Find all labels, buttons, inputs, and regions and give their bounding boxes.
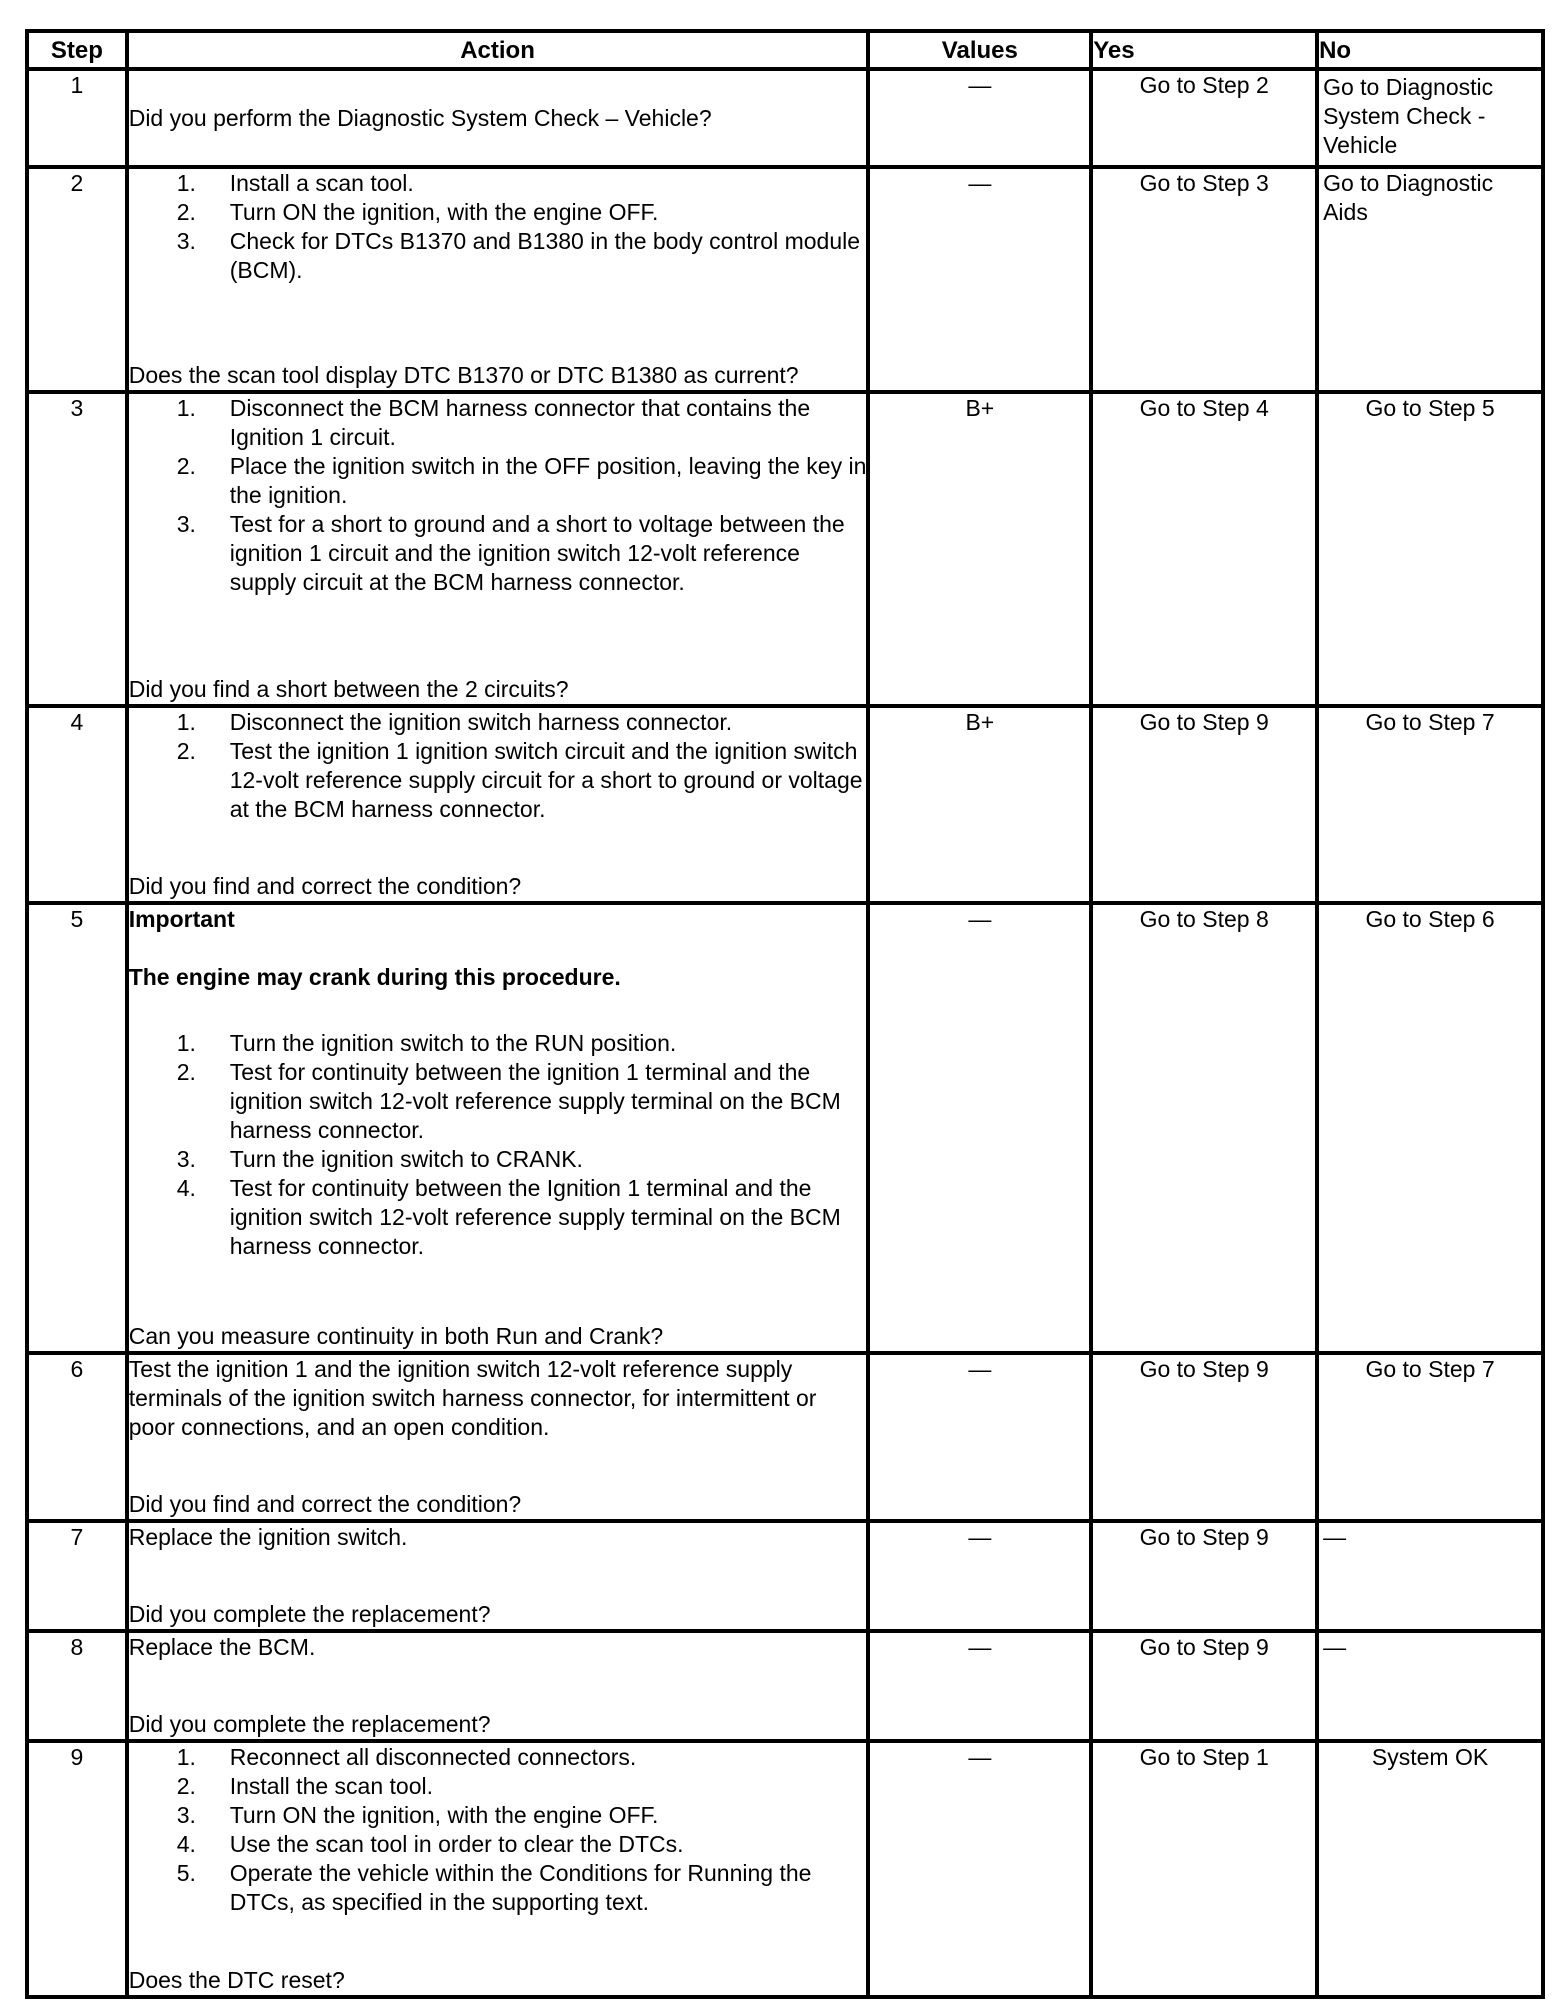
action-step-item: 1. Disconnect the ignition switch harness connector. [176, 709, 733, 735]
values-cell: — [868, 1631, 1091, 1741]
header-action: Action [127, 31, 869, 69]
action-question: Did you find and correct the condition? [128, 873, 522, 899]
step-number: 9 [27, 1741, 127, 1997]
action-question: Did you complete the replacement? [128, 1711, 491, 1737]
step-number: 5 [27, 903, 127, 1353]
values-cell: — [868, 69, 1091, 167]
action-cell [127, 1353, 869, 1521]
action-step-item: 2. Turn ON the ignition, with the engine OFF. [176, 199, 659, 225]
action-step-item: 2. Place the ignition switch in the OFF position, leaving the key in the ignition. [176, 453, 867, 508]
yes-cell: Go to Step 8 [1091, 903, 1317, 1353]
action-text: Replace the BCM. [128, 1634, 316, 1660]
values-cell: — [868, 903, 1091, 1353]
table-row [27, 1353, 1543, 1521]
yes-cell: Go to Step 9 [1091, 1353, 1317, 1521]
table-row [27, 392, 1543, 706]
step-number: 7 [27, 1521, 127, 1631]
action-cell [127, 1521, 869, 1631]
yes-cell: Go to Step 9 [1091, 1521, 1317, 1631]
action-question: Did you perform the Diagnostic System Check – Vehicle? [128, 104, 712, 131]
action-step-item: 4. Test for continuity between the Ignition 1 terminal and the ignition switch 12-volt reference supply terminal on the BCM harness connector. [176, 1175, 841, 1259]
header-values: Values [868, 31, 1091, 69]
action-step-item: 3. Check for DTCs B1370 and B1380 in the body control module (BCM). [176, 228, 861, 283]
yes-cell: Go to Step 2 [1091, 69, 1317, 167]
table-row [27, 903, 1543, 1353]
action-question: Did you find a short between the 2 circuits? [128, 676, 569, 702]
action-question: Did you complete the replacement? [128, 1601, 491, 1627]
header-row [27, 31, 1543, 69]
action-steps [129, 1743, 867, 1917]
no-cell: — [1317, 1631, 1543, 1741]
step-number: 4 [27, 706, 127, 903]
important-note: The engine may crank during this procedure. [128, 964, 621, 990]
table-row [27, 1631, 1543, 1741]
table-row [27, 1521, 1543, 1631]
no-cell: Go to Diagnostic Aids [1317, 167, 1543, 392]
header-no: No [1317, 31, 1543, 69]
no-cell: Go to Step 7 [1317, 1353, 1543, 1521]
action-step-item: 1. Reconnect all disconnected connectors. [176, 1744, 637, 1770]
values-cell: — [868, 167, 1091, 392]
yes-cell: Go to Step 1 [1091, 1741, 1317, 1997]
action-steps [129, 1029, 867, 1261]
action-step-item: 3. Test for a short to ground and a short to voltage between the ignition 1 circuit and the ignition switch 12-volt reference supply circuit at the BCM harness connector. [176, 511, 845, 595]
header-yes: Yes [1091, 31, 1317, 69]
no-cell: System OK [1317, 1741, 1543, 1997]
action-step-item: 3. Turn ON the ignition, with the engine OFF. [176, 1802, 659, 1828]
no-cell: Go to Step 5 [1317, 392, 1543, 706]
table-row [27, 69, 1543, 167]
no-cell: Go to Step 6 [1317, 903, 1543, 1353]
action-cell [127, 167, 869, 392]
no-cell: Go to Step 7 [1317, 706, 1543, 903]
action-question: Does the scan tool display DTC B1370 or DTC B1380 as current? [128, 362, 799, 388]
action-cell [127, 1741, 869, 1997]
action-step-item: 4. Use the scan tool in order to clear the DTCs. [176, 1831, 684, 1857]
yes-cell: Go to Step 4 [1091, 392, 1317, 706]
values-cell: B+ [868, 706, 1091, 903]
yes-cell: Go to Step 3 [1091, 167, 1317, 392]
action-step-item: 1. Install a scan tool. [176, 170, 414, 196]
action-step-item: 3. Turn the ignition switch to CRANK. [176, 1146, 583, 1172]
action-steps [129, 708, 867, 824]
yes-cell: Go to Step 9 [1091, 1631, 1317, 1741]
action-cell [127, 69, 869, 167]
values-cell: — [868, 1741, 1091, 1997]
no-cell: Go to Diagnostic System Check - Vehicle [1317, 69, 1543, 167]
action-question: Did you find and correct the condition? [128, 1491, 522, 1517]
action-text: Replace the ignition switch. [128, 1524, 408, 1550]
values-cell: B+ [868, 392, 1091, 706]
action-question: Can you measure continuity in both Run and Crank? [128, 1323, 664, 1349]
step-number: 3 [27, 392, 127, 706]
action-step-item: 1. Disconnect the BCM harness connector that contains the Ignition 1 circuit. [176, 395, 811, 450]
action-cell [127, 392, 869, 706]
diagnostic-table [25, 29, 1545, 1999]
no-cell: — [1317, 1521, 1543, 1631]
table-row [27, 706, 1543, 903]
action-step-item: 1. Turn the ignition switch to the RUN position. [176, 1030, 677, 1056]
action-step-item: 2. Test for continuity between the ignition 1 terminal and the ignition switch 12-volt reference supply terminal on the BCM harness connector. [176, 1059, 841, 1143]
yes-cell: Go to Step 9 [1091, 706, 1317, 903]
values-cell: — [868, 1521, 1091, 1631]
action-steps [129, 394, 867, 597]
action-question: Does the DTC reset? [128, 1967, 345, 1993]
action-step-item: 2. Install the scan tool. [176, 1773, 433, 1799]
step-number: 1 [27, 69, 127, 167]
step-number: 6 [27, 1353, 127, 1521]
important-label: Important [128, 906, 235, 932]
action-text: Test the ignition 1 and the ignition switch 12-volt reference supply terminals of the ignition switch harness connector, for intermittent or poor connections, and an open condition. [128, 1356, 817, 1440]
values-cell: — [868, 1353, 1091, 1521]
action-cell [127, 903, 869, 1353]
header-step: Step [27, 31, 127, 69]
action-cell [127, 706, 869, 903]
action-steps [129, 169, 867, 285]
table-row [27, 1741, 1543, 1997]
action-step-item: 5. Operate the vehicle within the Conditions for Running the DTCs, as specified in the supporting text. [176, 1860, 812, 1915]
step-number: 8 [27, 1631, 127, 1741]
action-step-item: 2. Test the ignition 1 ignition switch circuit and the ignition switch 12-volt reference supply circuit for a short to ground or voltage at the BCM harness connector. [176, 738, 863, 822]
table-row [27, 167, 1543, 392]
action-cell [127, 1631, 869, 1741]
step-number: 2 [27, 167, 127, 392]
